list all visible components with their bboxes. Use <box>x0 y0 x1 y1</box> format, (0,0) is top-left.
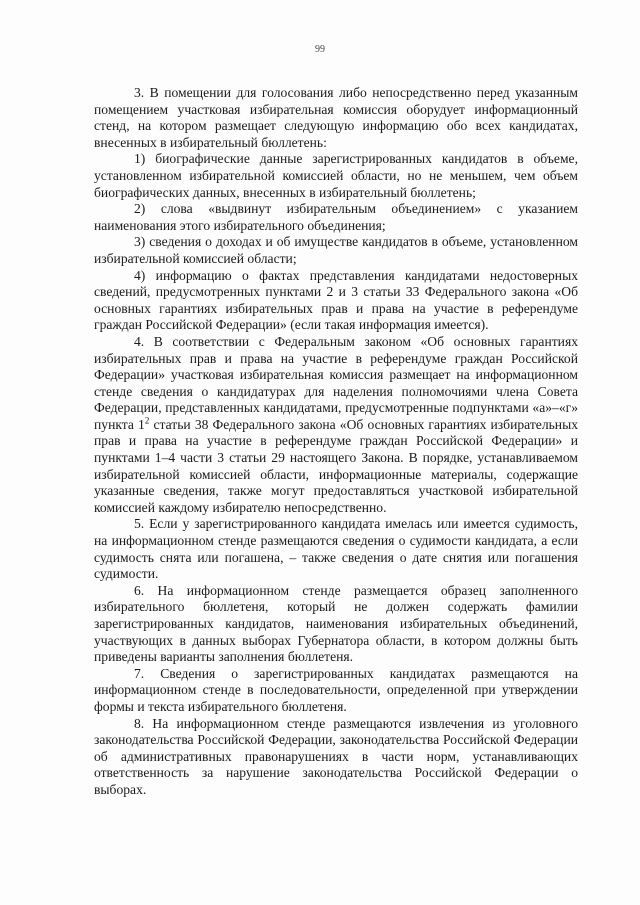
paragraph-subitem-4: 4) информацию о фактах представления кандидатами недостоверных сведений, предусмотренных пунктами 2 и 3 статьи 33 Федерального закона «Об основных гарантиях избирательных прав и права на участие в референдуме граждан Российской Федерации» (если такая информация имеется). <box>94 267 578 333</box>
paragraph-item-5: 5. Если у зарегистрированного кандидата имелась или имеется судимость, на информационном стенде размещаются сведения о судимости кандидата, а если судимость снята или погашена, – также сведения о дате снятия или погашения судимости. <box>94 516 578 582</box>
paragraph-item-4 <box>94 334 578 517</box>
paragraph-item-7: 7. Сведения о зарегистрированных кандидатах размещаются на информационном стенде в последовательности, определенной при утверждении формы и текста избирательного бюллетеня. <box>94 665 578 714</box>
document-body <box>94 85 578 799</box>
paragraph-item-8: 8. На информационном стенде размещаются извлечения из уголовного законодательства Российской Федерации, законодательства Российской Федерации об административных правонарушениях в части норм, устанавливающих ответственность за нарушение законодательства Российской Федерации о выборах. <box>94 715 578 797</box>
paragraph-subitem-2: 2) слова «выдвинут избирательным объединением» с указанием наименования этого избирательного объединения; <box>94 201 578 233</box>
paragraph-item-3: 3. В помещении для голосования либо непосредственно перед указанным помещением участковая избирательная комиссия оборудует информационный стенд, на котором размещает следующую информацию обо всех кандидатах, внесенных в избирательный бюллетень: <box>94 85 578 150</box>
paragraph-item-4-text-a: 4. В соответствии с Федеральным законом «Об основных гарантиях избирательных прав и права на участие в референдуме граждан Российской Федерации» участковая избирательная комиссия размещает на информационном стенде сведения о кандидатурах для наделения полномочиями члена Совета Федерации, представленных кандидатами, предусмотренные подпунктами «а»–«г» пункта 1 <box>94 333 578 432</box>
paragraph-subitem-1: 1) биографические данные зарегистрированных кандидатов в объеме, установленном избирательной комиссией области, но не меньшем, чем объем биографических данных, внесенных в избирательный бюллетень; <box>94 151 578 200</box>
superscript-2: 2 <box>144 415 150 426</box>
paragraph-item-4-text-b: статьи 38 Федерального закона «Об основных гарантиях избирательных прав и права на участие в референдуме граждан Российской Федерации» и пунктами 1–4 части 3 статьи 29 настоящего Закона. В порядке, устанавливаемом избирательной комиссией области, информационные материалы, содержащие указанные сведения, также могут предоставляться участковой избирательной комиссией каждому избирателю непосредственно. <box>94 416 579 515</box>
paragraph-subitem-3: 3) сведения о доходах и об имуществе кандидатов в объеме, установленном избирательной комиссией области; <box>94 234 578 266</box>
paragraph-item-6: 6. На информационном стенде размещается образец заполненного избирательного бюллетеня, который не должен содержать фамилии зарегистрированных кандидатов, наименования избирательных объединений, участвующих в данных выборах Губернатора области, в котором должны быть приведены варианты заполнения бюллетеня. <box>94 582 578 665</box>
page-number: 99 <box>315 44 325 55</box>
